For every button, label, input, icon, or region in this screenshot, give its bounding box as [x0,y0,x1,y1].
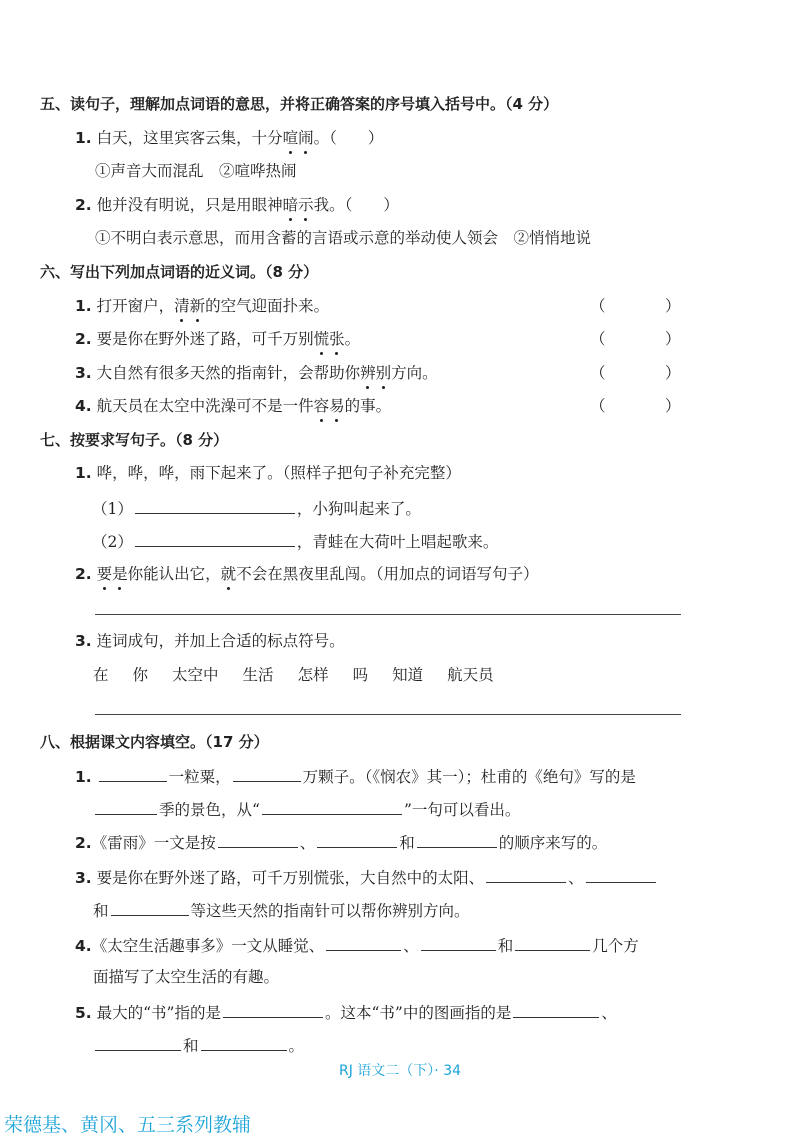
answer-paren-open[interactable]: （ [590,330,606,348]
answer-paren-close[interactable]: ） [665,297,681,315]
answer-paren-open[interactable]: （ [590,297,606,315]
section-6-title: 六、写出下列加点词语的近义词。（8 分） [40,263,319,281]
sentence-text: 大自然有很多天然的指南针，会帮助你 [96,364,361,382]
dotted-char: 暗 [282,196,299,214]
answer-blank[interactable] [223,1001,323,1018]
sentence-text: 、 [403,937,419,955]
sentence-text: 、 [601,1004,617,1022]
dotted-char: 是 [112,565,128,583]
sentence-text: 哗，哗，哗，雨下起来了。（照样子把句子补充完整） [96,464,461,482]
question-number: 3. [75,632,92,650]
answer-blank[interactable] [233,765,301,782]
question-number: 4. [75,397,92,415]
question-8-4-line1 [75,934,639,956]
dotted-char: 慌 [313,330,330,348]
sentence-text: 一粒粟， [168,768,231,786]
sentence-text: 要是你在野外迷了路，可千万别 [96,330,314,348]
dotted-char: 容 [313,397,330,415]
answer-paren[interactable]: 。（ ） [313,129,384,147]
section-7-title: 七、按要求写句子。（8 分） [40,431,229,449]
word-list [93,663,518,685]
sentence-text: 。 [344,330,361,348]
answer-paren-open[interactable]: （ [590,364,606,382]
sentence-text: 最大的“书”指的是 [96,1004,221,1022]
word: 在 [93,666,109,684]
sentence-text: 等这些天然的指南针可以帮你辨别方向。 [190,902,470,920]
sentence-text: 白天，这里宾客云集，十分 [96,129,283,147]
question-8-1-line1 [75,765,636,787]
sentence-text: 连词成句，并加上合适的标点符号。 [96,632,345,650]
answer-blank[interactable] [99,765,167,782]
dotted-char: 就 [220,565,237,583]
sentence-text: 。这本“书”中的图画指的是 [324,1004,512,1022]
answer-blank[interactable] [262,798,402,815]
question-number: 2. [75,565,92,583]
sentence-text: ，小狗叫起来了。 [296,500,421,518]
sentence-text: 、 [568,869,584,887]
brand-watermark: 荣德基、黄冈、五三系列教辅 [4,1114,252,1136]
sentence-text: 的顺序来写的。 [498,834,608,852]
word: 怎样 [297,666,329,684]
answer-blank[interactable] [513,1001,599,1018]
question-5-2-options: ①不明白表示意思，而用含蓄的言语或示意的举动使人领会 ②悄悄地说 [95,229,592,247]
answer-blank[interactable] [218,831,298,848]
question-7-1 [75,463,461,483]
question-8-4-line2: 面描写了太空生活的有趣。 [93,968,280,986]
sentence-text: 方向。 [391,364,438,382]
answer-blank[interactable] [486,866,566,883]
answer-paren-close[interactable]: ） [665,364,681,382]
question-8-5-line2 [93,1034,304,1056]
sentence-text: 他并没有明说，只是用眼神 [96,196,283,214]
dotted-char: 示 [298,196,314,214]
answer-blank[interactable] [317,831,397,848]
sentence-text: 和 [399,834,415,852]
word: 知道 [392,666,424,684]
question-number: 1. [75,129,92,147]
dotted-char: 别 [375,364,392,382]
sentence-text: ”一句可以看出。 [403,801,521,819]
answer-line[interactable] [95,614,681,615]
sentence-text: 。 [288,1037,305,1055]
answer-blank[interactable] [515,934,590,951]
word: 吗 [352,666,369,684]
question-number: 1. [75,768,92,786]
answer-paren-close[interactable]: ） [665,330,681,348]
dotted-char: 清 [174,297,190,315]
answer-blank[interactable] [135,497,295,514]
sentence-text: 你能认出它， [127,565,221,583]
section-5-title: 五、读句子，理解加点词语的意思，并将正确答案的序号填入括号中。（4 分） [40,95,559,113]
question-6-3 [75,363,438,383]
dotted-char: 喧 [282,129,299,147]
sentence-text: 《太空生活趣事多》一文从睡觉、 [91,937,325,955]
word: 太空中 [172,666,219,684]
section-8-title: 八、根据课文内容填空。（17 分） [40,733,269,751]
question-6-1 [75,296,329,316]
sentence-text: 和 [93,902,109,920]
dotted-char: 辨 [360,364,376,382]
sentence-text: 万颗子。（《悯农》其一）；杜甫的《绝句》写的是 [302,768,636,786]
question-7-2 [75,564,538,584]
answer-blank[interactable] [326,934,401,951]
question-7-3 [75,631,345,651]
question-5-2 [75,195,399,215]
question-8-2 [75,831,607,853]
sentence-text: 和 [183,1037,199,1055]
sentence-text: 的空气迎面扑来。 [205,297,330,315]
page-footer: RJ 语文二（下）· 34 [338,1063,462,1079]
dotted-char: 新 [189,297,206,315]
answer-paren[interactable]: 我。（ ） [313,196,399,214]
sentence-text: 打开窗户， [96,297,175,315]
question-number: 3. [75,869,92,887]
dotted-char: 闹 [298,129,314,147]
answer-blank[interactable] [111,899,189,916]
sentence-text: ，青蛙在大荷叶上唱起歌来。 [296,533,499,551]
question-number: 2. [75,196,92,214]
sub-label: （2） [92,533,133,551]
sentence-text: 和 [497,937,514,955]
question-5-1-options: ①声音大而混乱 ②喧哗热闹 [95,162,297,180]
word: 生活 [242,666,274,684]
sentence-text: 不会在黑夜里乱闯。（用加点的词语写句子） [236,565,539,583]
question-number: 2. [75,834,92,852]
sentence-text: 几个方 [592,937,639,955]
question-5-1 [75,128,383,148]
question-number: 1. [75,464,92,482]
dotted-char: 要 [96,565,113,583]
sentence-text: 、 [299,834,316,852]
question-number: 5. [75,1004,92,1022]
sub-label: （1） [92,500,133,518]
question-8-3-line2 [93,899,470,921]
question-7-1-b [92,530,498,552]
question-number: 4. [75,937,92,955]
sentence-text: 要是你在野外迷了路，可千万别慌张，大自然中的太阳、 [96,869,485,887]
answer-blank[interactable] [421,934,496,951]
question-number: 1. [75,297,92,315]
word: 你 [132,666,149,684]
question-8-3-line1 [75,866,658,888]
answer-paren-open[interactable]: （ [590,397,606,415]
sentence-text: 《雷雨》一文是按 [91,834,216,852]
answer-blank[interactable] [586,866,656,883]
answer-blank[interactable] [95,1034,181,1051]
sentence-text: 的事。 [344,397,392,415]
answer-blank[interactable] [95,798,157,815]
question-number: 2. [75,330,92,348]
question-6-4 [75,396,391,416]
dotted-char: 易 [329,397,345,415]
question-8-1-line2 [93,798,520,820]
answer-blank[interactable] [417,831,497,848]
question-8-5-line1 [75,1001,617,1023]
answer-line[interactable] [95,714,681,715]
word: 航天员 [447,666,494,684]
dotted-char: 张 [329,330,345,348]
sentence-text: 季的景色，从“ [159,801,260,819]
answer-blank[interactable] [135,530,295,547]
sentence-text: 航天员在太空中洗澡可不是一件 [96,397,314,415]
answer-paren-close[interactable]: ） [665,397,681,415]
question-number: 3. [75,364,92,382]
question-7-1-a [92,497,421,519]
question-6-2 [75,329,360,349]
answer-blank[interactable] [201,1034,287,1051]
